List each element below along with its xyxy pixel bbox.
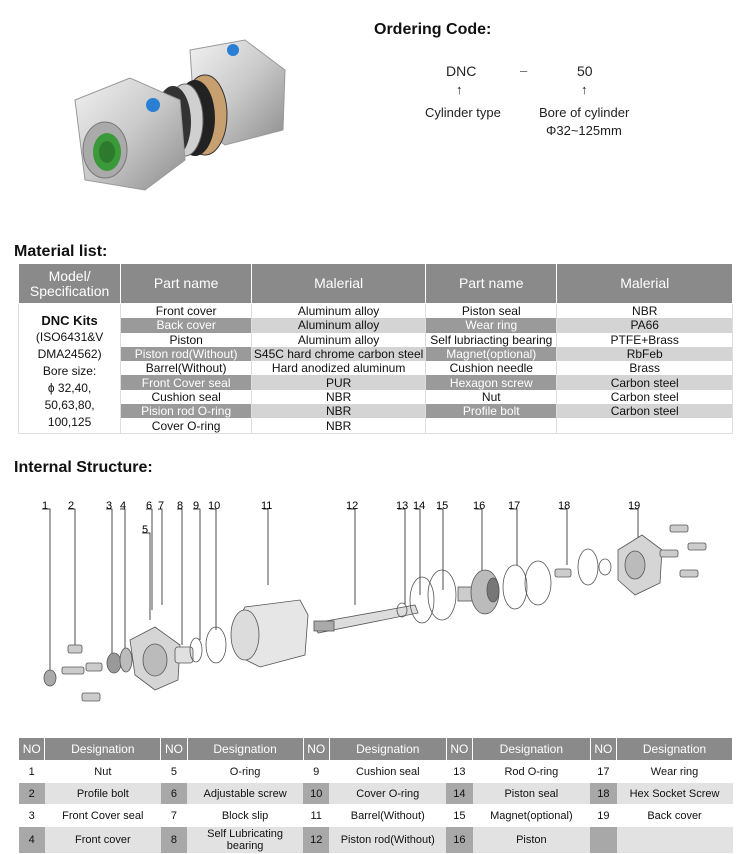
material-value: Carbon steel bbox=[557, 404, 733, 418]
bore-size-label: Bore size: bbox=[42, 364, 97, 378]
material-value: Aluminum alloy bbox=[252, 333, 426, 347]
col-header-material: Malerial bbox=[252, 264, 426, 304]
callout-13: 13 bbox=[396, 500, 409, 512]
material-value: NBR bbox=[252, 390, 426, 404]
col-header-designation: Designation bbox=[45, 738, 161, 761]
col-header-designation: Designation bbox=[473, 738, 591, 761]
part-no: 13 bbox=[446, 761, 472, 783]
col-header-no: NO bbox=[19, 738, 45, 761]
part-designation: Adjustable screw bbox=[187, 783, 303, 805]
code-part-type: DNC bbox=[446, 63, 477, 79]
part-no: 8 bbox=[161, 827, 187, 854]
part-designation: Self Lubricating bearing bbox=[187, 827, 303, 854]
material-value: Aluminum alloy bbox=[252, 304, 426, 319]
callout-4: 4 bbox=[120, 500, 127, 512]
part-no: 11 bbox=[303, 805, 329, 827]
part-designation: Cushion seal bbox=[329, 761, 446, 783]
part-no bbox=[590, 827, 616, 854]
bore-size-values: 50,63,80, bbox=[44, 398, 95, 412]
part-no: 12 bbox=[303, 827, 329, 854]
material-table bbox=[18, 263, 733, 434]
callout-2: 2 bbox=[68, 500, 75, 512]
bore-size-values: 100,125 bbox=[47, 415, 92, 429]
part-no: 1 bbox=[19, 761, 45, 783]
col-header-no: NO bbox=[303, 738, 329, 761]
callout-9: 9 bbox=[193, 500, 200, 512]
part-name: Wear ring bbox=[426, 318, 557, 332]
material-value: RbFeb bbox=[557, 347, 733, 361]
callout-1: 1 bbox=[42, 500, 49, 512]
col-header-no: NO bbox=[590, 738, 616, 761]
part-designation: Piston bbox=[473, 827, 591, 854]
part-name: Magnet(optional) bbox=[426, 347, 557, 361]
part-name: Barrel(Without) bbox=[121, 361, 252, 375]
part-name: Cushion seal bbox=[121, 390, 252, 404]
part-designation: Wear ring bbox=[617, 761, 733, 783]
callout-5: 5 bbox=[142, 524, 149, 536]
col-header-no: NO bbox=[446, 738, 472, 761]
part-no: 10 bbox=[303, 783, 329, 805]
part-no: 15 bbox=[446, 805, 472, 827]
part-name: Cover O-ring bbox=[121, 418, 252, 433]
material-value: Brass bbox=[557, 361, 733, 375]
material-list-title: Material list: bbox=[14, 243, 108, 260]
callout-19: 19 bbox=[628, 500, 641, 512]
callout-15: 15 bbox=[436, 500, 449, 512]
callout-3: 3 bbox=[106, 500, 113, 512]
callout-12: 12 bbox=[346, 500, 359, 512]
internal-structure-title: Internal Structure: bbox=[14, 459, 153, 476]
callout-16: 16 bbox=[473, 500, 486, 512]
part-designation: Magnet(optional) bbox=[473, 805, 591, 827]
col-header-material: Malerial bbox=[557, 264, 733, 304]
part-designation: Nut bbox=[45, 761, 161, 783]
model-name: DNC Kits bbox=[41, 313, 98, 328]
part-designation: Rod O-ring bbox=[473, 761, 591, 783]
bore-range-label: Φ32~125mm bbox=[546, 123, 622, 138]
part-designation: Cover O-ring bbox=[329, 783, 446, 805]
material-value: NBR bbox=[557, 304, 733, 319]
material-value: PUR bbox=[252, 375, 426, 389]
part-no: 3 bbox=[19, 805, 45, 827]
part-no: 17 bbox=[590, 761, 616, 783]
part-designation: O-ring bbox=[187, 761, 303, 783]
col-header-no: NO bbox=[161, 738, 187, 761]
designation-table bbox=[18, 737, 733, 854]
col-header-model: Model/ Specification bbox=[19, 264, 121, 304]
col-header-part: Part name bbox=[426, 264, 557, 304]
material-value: Carbon steel bbox=[557, 390, 733, 404]
part-name: Self lubriacting bearing bbox=[426, 333, 557, 347]
part-no: 2 bbox=[19, 783, 45, 805]
part-no: 18 bbox=[590, 783, 616, 805]
part-designation: Block slip bbox=[187, 805, 303, 827]
model-standard: (ISO6431&V bbox=[35, 330, 104, 344]
arrow-up-icon: ↑ bbox=[456, 82, 463, 97]
part-name: Nut bbox=[426, 390, 557, 404]
material-value: NBR bbox=[252, 418, 426, 433]
part-name bbox=[426, 418, 557, 433]
part-no: 4 bbox=[19, 827, 45, 854]
part-no: 6 bbox=[161, 783, 187, 805]
part-name: Back cover bbox=[121, 318, 252, 332]
code-dash: – bbox=[520, 63, 528, 78]
material-value bbox=[557, 418, 733, 433]
callout-18: 18 bbox=[558, 500, 571, 512]
callout-14: 14 bbox=[413, 500, 426, 512]
col-header-designation: Designation bbox=[329, 738, 446, 761]
part-designation: Piston seal bbox=[473, 783, 591, 805]
part-no: 19 bbox=[590, 805, 616, 827]
bore-size-values: ϕ 32,40, bbox=[47, 381, 92, 395]
product-photo bbox=[55, 30, 295, 205]
ordering-code-title: Ordering Code: bbox=[374, 21, 492, 38]
callout-6: 6 bbox=[146, 500, 153, 512]
part-name: Hexagon screw bbox=[426, 375, 557, 389]
callout-10: 10 bbox=[208, 500, 221, 512]
part-name: Piston seal bbox=[426, 304, 557, 319]
callout-17: 17 bbox=[508, 500, 521, 512]
material-value: PTFE+Brass bbox=[557, 333, 733, 347]
model-spec-cell bbox=[19, 304, 121, 434]
part-designation: Back cover bbox=[617, 805, 733, 827]
part-designation: Piston rod(Without) bbox=[329, 827, 446, 854]
model-standard: DMA24562) bbox=[37, 347, 102, 361]
part-designation: Hex Socket Screw bbox=[617, 783, 733, 805]
col-header-designation: Designation bbox=[617, 738, 733, 761]
part-name: Front Cover seal bbox=[121, 375, 252, 389]
part-name: Piston rod(Without) bbox=[121, 347, 252, 361]
material-value: Hard anodized aluminum bbox=[252, 361, 426, 375]
part-name: Front cover bbox=[121, 304, 252, 319]
part-name: Cushion needle bbox=[426, 361, 557, 375]
part-name: Piston bbox=[121, 333, 252, 347]
part-designation: Front cover bbox=[45, 827, 161, 854]
callout-11: 11 bbox=[261, 500, 273, 512]
exploded-diagram bbox=[30, 495, 720, 710]
arrow-up-icon: ↑ bbox=[581, 82, 588, 97]
col-header-part: Part name bbox=[121, 264, 252, 304]
col-header-designation: Designation bbox=[187, 738, 303, 761]
material-value: NBR bbox=[252, 404, 426, 418]
part-no: 9 bbox=[303, 761, 329, 783]
part-name: Pision rod O-ring bbox=[121, 404, 252, 418]
part-designation: Front Cover seal bbox=[45, 805, 161, 827]
material-value: PA66 bbox=[557, 318, 733, 332]
part-designation bbox=[617, 827, 733, 854]
material-value: Carbon steel bbox=[557, 375, 733, 389]
part-designation: Barrel(Without) bbox=[329, 805, 446, 827]
code-part-bore: 50 bbox=[577, 63, 593, 79]
material-value: S45C hard chrome carbon steel bbox=[252, 347, 426, 361]
part-no: 16 bbox=[446, 827, 472, 854]
part-no: 7 bbox=[161, 805, 187, 827]
part-designation: Profile bolt bbox=[45, 783, 161, 805]
part-no: 5 bbox=[161, 761, 187, 783]
callout-7: 7 bbox=[158, 500, 165, 512]
callout-8: 8 bbox=[177, 500, 184, 512]
bore-label: Bore of cylinder bbox=[539, 105, 630, 120]
material-value: Aluminum alloy bbox=[252, 318, 426, 332]
part-name: Profile bolt bbox=[426, 404, 557, 418]
cylinder-type-label: Cylinder type bbox=[425, 105, 501, 120]
part-no: 14 bbox=[446, 783, 472, 805]
